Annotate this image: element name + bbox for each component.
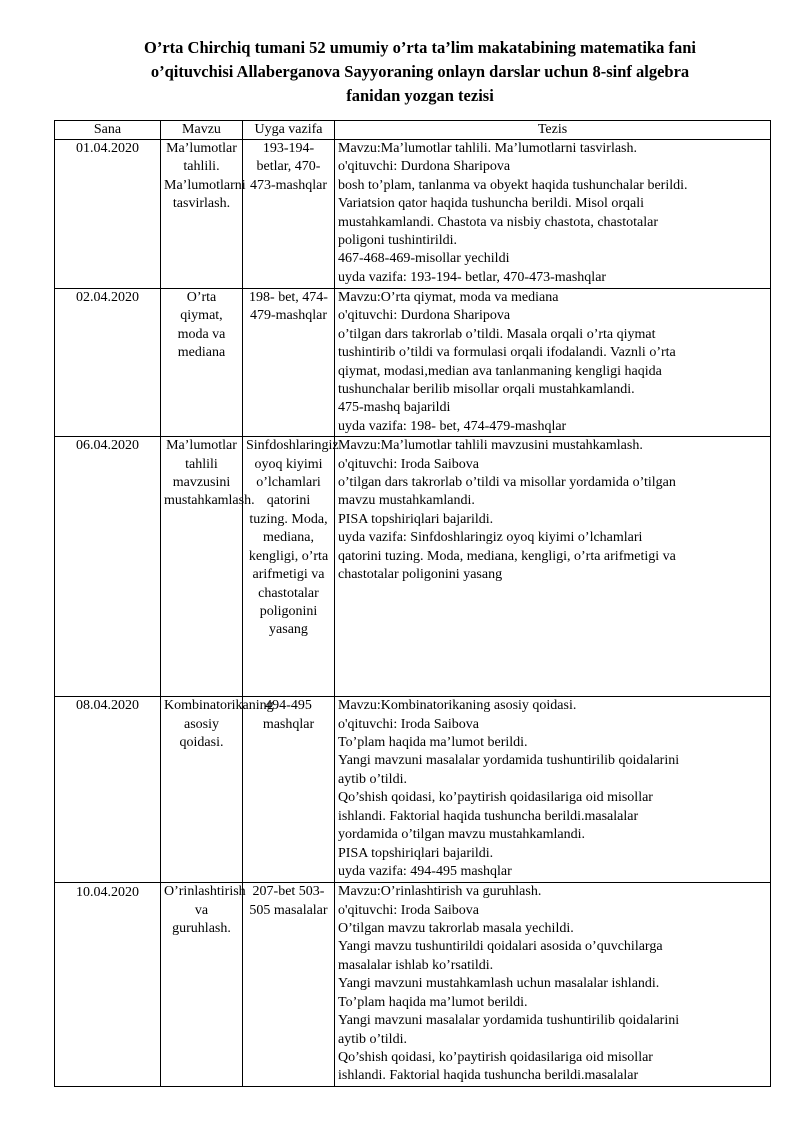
tezis-line: qatorini tuzing. Moda, mediana, kengligi, o’rta arifmetigi va bbox=[338, 548, 676, 564]
lesson-table bbox=[54, 120, 771, 1087]
tezis-line: bosh to’plam, tanlanma va obyekt haqida tushunchalar berildi. bbox=[338, 177, 688, 193]
document-title bbox=[70, 36, 770, 108]
table-row bbox=[55, 437, 771, 697]
tezis-line: Yangi mavzuni masalalar yordamida tushuntirilib qoidalarini bbox=[338, 1013, 680, 1029]
title-line-3: fanidan yozgan tezisi bbox=[346, 86, 494, 105]
row-date: 10.04.2020 bbox=[55, 883, 161, 1087]
tezis-line: o’tilgan dars takrorlab o’tildi va misollar yordamida o’tilgan bbox=[338, 475, 676, 491]
tezis-line: mavzu mustahkamlandi. bbox=[338, 493, 475, 509]
tezis-line: PISA topshiriqlari bajarildi. bbox=[338, 845, 494, 861]
table-header-row bbox=[55, 121, 771, 140]
tezis-line: uyda vazifa: 494-495 mashqlar bbox=[338, 863, 512, 879]
title-line-1: O’rta Chirchiq tumani 52 umumiy o’rta ta’lim makatabining matematika fani bbox=[144, 38, 696, 57]
table-row bbox=[55, 883, 771, 1087]
tezis-line: 467-468-469-misollar yechildi bbox=[338, 251, 510, 267]
tezis-line: o’tilgan dars takrorlab o’tildi. Masala orqali o’rta qiymat bbox=[338, 326, 656, 342]
row-topic: Kombinatorikaning asosiy qoidasi. bbox=[161, 697, 243, 883]
tezis-line: aytib o’tildi. bbox=[338, 1031, 407, 1047]
table-row bbox=[55, 289, 771, 437]
tezis-line: masalalar ishlab ko’rsatildi. bbox=[338, 957, 494, 973]
header-homework: Uyga vazifa bbox=[243, 121, 335, 140]
tezis-line: PISA topshiriqlari bajarildi. bbox=[338, 511, 494, 527]
row-date: 01.04.2020 bbox=[55, 140, 161, 289]
tezis-line: ishlandi. Faktorial haqida tushuncha berildi.masalalar bbox=[338, 808, 639, 824]
row-topic: O’rinlashtirish va guruhlash. bbox=[161, 883, 243, 1087]
title-line-2: o’qituvchisi Allaberganova Sayyoraning onlayn darslar uchun 8-sinf algebra bbox=[150, 62, 690, 81]
tezis-line: chastotalar poligonini yasang bbox=[338, 567, 503, 583]
tezis-line: Mavzu:Ma’lumotlar tahlili. Ma’lumotlarni tasvirlash. bbox=[338, 141, 637, 156]
table-row bbox=[55, 140, 771, 289]
header-tezis: Tezis bbox=[335, 121, 771, 140]
row-tezis bbox=[335, 697, 771, 883]
tezis-line: o'qituvchi: Iroda Saibova bbox=[338, 456, 479, 472]
tezis-line: ishlandi. Faktorial haqida tushuncha berildi.masalalar bbox=[338, 1068, 639, 1084]
tezis-line: Qo’shish qoidasi, ko’paytirish qoidasilariga oid misollar bbox=[338, 1049, 653, 1065]
tezis-line: O’tilgan mavzu takrorlab masala yechildi. bbox=[338, 921, 574, 937]
tezis-line: To’plam haqida ma’lumot berildi. bbox=[338, 994, 528, 1010]
table-row bbox=[55, 697, 771, 883]
tezis-line: tushintirib o’tildi va formulasi orqali ifodalandi. Vaznli o’rta bbox=[338, 345, 676, 361]
tezis-line: tushunchalar berilib misollar orqali mustahkamlandi. bbox=[338, 382, 635, 398]
tezis-line: o'qituvchi: Durdona Sharipova bbox=[338, 308, 511, 324]
tezis-line: Mavzu:Kombinatorikaning asosiy qoidasi. bbox=[338, 698, 577, 714]
tezis-line: poligoni tushintirildi. bbox=[338, 233, 458, 249]
tezis-line: o'qituvchi: Durdona Sharipova bbox=[338, 159, 511, 175]
row-homework: 207-bet 503-505 masalalar bbox=[243, 883, 335, 1087]
tezis-line: yordamida o’tilgan mavzu mustahkamlandi. bbox=[338, 827, 586, 843]
tezis-line: mustahkamlandi. Chastota va nisbiy chastota, chastotalar bbox=[338, 214, 658, 230]
row-topic: Ma’lumotlar tahlili. Ma’lumotlarni tasvirlash. bbox=[161, 140, 243, 289]
row-tezis bbox=[335, 883, 771, 1087]
tezis-line: Variatsion qator haqida tushuncha berildi. Misol orqali bbox=[338, 196, 644, 212]
row-tezis bbox=[335, 289, 771, 437]
tezis-line: 475-mashq bajarildi bbox=[338, 400, 451, 416]
tezis-line: Mavzu:Ma’lumotlar tahlili mavzusini mustahkamlash. bbox=[338, 438, 643, 454]
row-homework: 193-194-betlar, 470-473-mashqlar bbox=[243, 140, 335, 289]
tezis-line: qiymat, modasi,median ava tanlanmaning kengligi haqida bbox=[338, 363, 662, 379]
row-tezis bbox=[335, 437, 771, 697]
tezis-line: Qo’shish qoidasi, ko’paytirish qoidasilariga oid misollar bbox=[338, 790, 653, 806]
row-topic: Ma’lumotlar tahlili mavzusini mustahkamlash. bbox=[161, 437, 243, 697]
row-date: 06.04.2020 bbox=[55, 437, 161, 697]
tezis-line: Mavzu:O’rinlashtirish va guruhlash. bbox=[338, 884, 542, 900]
tezis-line: o'qituvchi: Iroda Saibova bbox=[338, 716, 479, 732]
row-date: 02.04.2020 bbox=[55, 289, 161, 437]
tezis-line: uyda vazifa: Sinfdoshlaringiz oyoq kiyimi o’lchamlari bbox=[338, 530, 643, 546]
header-topic: Mavzu bbox=[161, 121, 243, 140]
row-date: 08.04.2020 bbox=[55, 697, 161, 883]
row-topic: O’rta qiymat, moda va mediana bbox=[161, 289, 243, 437]
tezis-line: Yangi mavzuni mustahkamlash uchun masalalar ishlandi. bbox=[338, 976, 660, 992]
tezis-line: To’plam haqida ma’lumot berildi. bbox=[338, 735, 528, 751]
tezis-line: uyda vazifa: 193-194- betlar, 470-473-mashqlar bbox=[338, 269, 607, 285]
tezis-line: Mavzu:O’rta qiymat, moda va mediana bbox=[338, 290, 559, 305]
row-tezis bbox=[335, 140, 771, 289]
row-homework: 198- bet, 474-479-mashqlar bbox=[243, 289, 335, 437]
tezis-line: aytib o’tildi. bbox=[338, 771, 407, 787]
row-homework: Sinfdoshlaringiz oyoq kiyimi o’lchamlari qatorini tuzing. Moda, mediana, kengligi, o’rta arifmetigi va chastotalar poligonini yasang bbox=[243, 437, 335, 697]
tezis-line: uyda vazifa: 198- bet, 474-479-mashqlar bbox=[338, 418, 567, 434]
tezis-line: Yangi mavzu tushuntirildi qoidalari asosida o’quvchilarga bbox=[338, 939, 663, 955]
tezis-line: o'qituvchi: Iroda Saibova bbox=[338, 902, 479, 918]
header-date: Sana bbox=[55, 121, 161, 140]
row-homework: 494-495 mashqlar bbox=[243, 697, 335, 883]
tezis-line: Yangi mavzuni masalalar yordamida tushuntirilib qoidalarini bbox=[338, 753, 680, 769]
